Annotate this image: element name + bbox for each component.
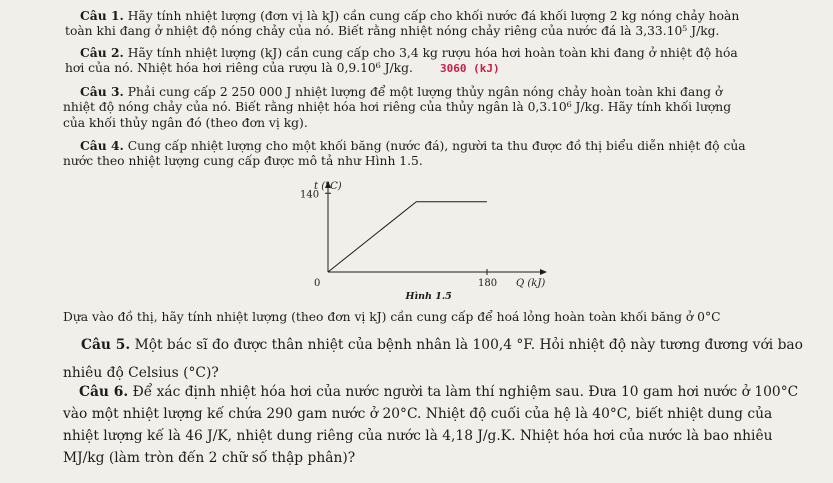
y-axis-label: t (°C) <box>314 181 342 192</box>
q6-line3: nhiệt lượng kế là 46 J/K, nhiệt dung riêng của nước là 4,18 J/g.K. Nhiệt hóa hơi của nước là bao nhiêu <box>63 428 773 444</box>
q2-line1 <box>80 45 738 61</box>
q4-text-1: Cung cấp nhiệt lượng cho một khối băng (nước đá), người ta thu được đồ thị biểu diễn nhiệt độ của <box>127 139 746 153</box>
q5-line2: nhiêu độ Celsius (°C)? <box>63 365 219 381</box>
x-tick-label-180: 180 <box>478 278 498 289</box>
q1-label: Câu 1. <box>80 8 124 23</box>
q2-line2: hơi của nó. Nhiệt hóa hơi riêng của rượu là 0,9.10⁶ J/kg. <box>65 61 413 75</box>
q3-label: Câu 3. <box>80 84 124 99</box>
q3-text-1: Phải cung cấp 2 250 000 J nhiệt lượng để một lượng thủy ngân nóng chảy hoàn toàn khi đang ở <box>127 85 723 99</box>
q1-text-1: Hãy tính nhiệt lượng (đơn vị là kJ) cần cung cấp cho khối nước đá khối lượng 2 kg nóng chảy hoàn <box>127 9 740 23</box>
q4-after: Dựa vào đồ thị, hãy tính nhiệt lượng (theo đơn vị kJ) cần cung cấp để hoá lỏng hoàn toàn khối băng ở 0°C <box>63 310 721 324</box>
q5-text-1: Một bác sĩ đo được thân nhiệt của bệnh nhân là 100,4 °F. Hỏi nhiệt độ này tương đương với bao <box>134 337 803 353</box>
x-axis-arrow <box>540 269 547 275</box>
q3-line1 <box>80 84 722 100</box>
origin-label: 0 <box>314 278 321 289</box>
q2-handwritten-answer: 3060 (kJ) <box>440 62 500 75</box>
y-tick-label-140: 140 <box>300 189 320 201</box>
q2-text-1: Hãy tính nhiệt lượng (kJ) cần cung cấp cho 3,4 kg rượu hóa hơi hoàn toàn khi đang ở nhiệt độ hóa <box>127 46 738 60</box>
q6-label: Câu 6. <box>79 384 129 400</box>
q5-label: Câu 5. <box>81 337 131 353</box>
q4-line2: nước theo nhiệt lượng cung cấp được mô tả như Hình 1.5. <box>63 154 423 168</box>
q5-line1 <box>81 338 803 353</box>
q3-line2: nhiệt độ nóng chảy của nó. Biết rằng nhiệt hóa hơi riêng của thủy ngân là 0,3.10⁶ J/kg. Hãy tính khối lượng <box>63 100 732 114</box>
series-line <box>328 202 487 272</box>
q4-line1 <box>80 138 746 154</box>
q3-line3: của khối thủy ngân đó (theo đơn vị kg). <box>63 116 308 130</box>
q4-label: Câu 4. <box>80 138 124 153</box>
q6-line2: vào một nhiệt lượng kế chứa 290 gam nước ở 20°C. Nhiệt độ cuối của hệ là 40°C, biết nhiệt dung của <box>63 406 773 422</box>
q2-label: Câu 2. <box>80 45 124 60</box>
q1-line2: toàn khi đang ở nhiệt độ nóng chảy của nó. Biết rằng nhiệt nóng chảy riêng của nước đá là 3,33.10⁵ J/kg. <box>65 24 720 38</box>
figure-1-5 <box>290 176 580 306</box>
figure-caption: Hình 1.5 <box>405 291 452 302</box>
q6-line4: MJ/kg (làm tròn đến 2 chữ số thập phân)? <box>63 450 356 466</box>
q6-line1 <box>79 385 798 400</box>
temperature-heat-chart <box>290 176 580 306</box>
x-axis-label: Q (kJ) <box>516 278 546 289</box>
q6-text-1: Để xác định nhiệt hóa hơi của nước người ta làm thí nghiệm sau. Đưa 10 gam hơi nước ở 100°C <box>132 384 799 400</box>
q1-line1 <box>80 8 739 24</box>
